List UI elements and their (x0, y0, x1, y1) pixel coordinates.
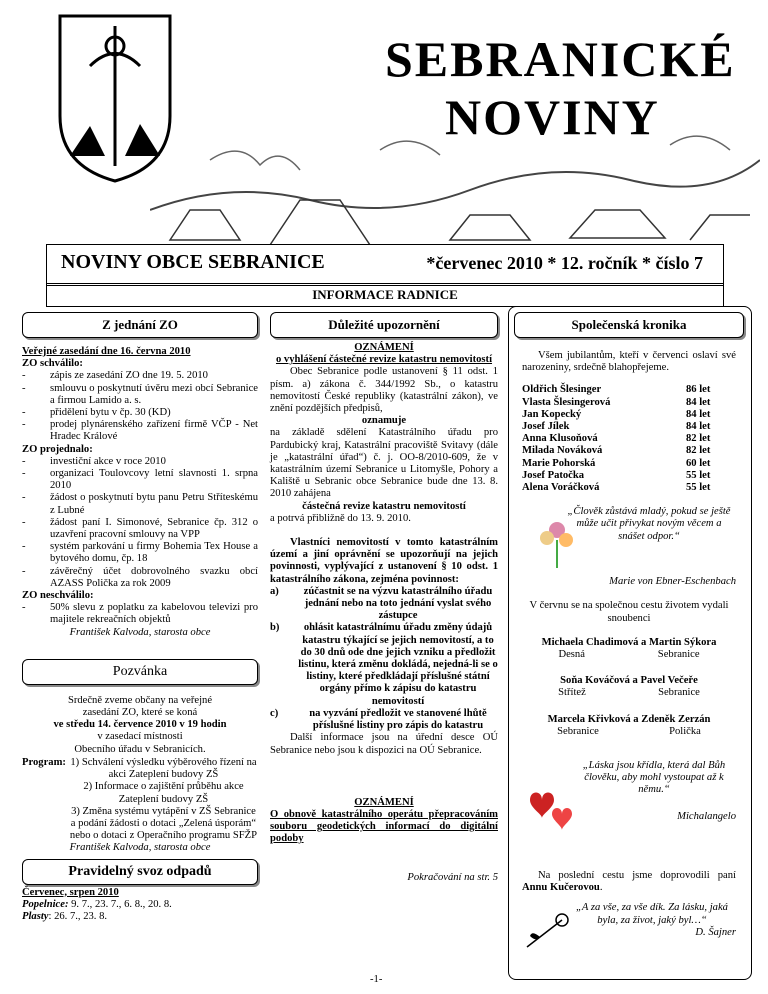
masthead (0, 0, 768, 240)
invite-line: zasedání ZO, které se koná (82, 707, 198, 719)
duty-list (270, 586, 498, 732)
list-item (522, 397, 736, 409)
notice-paragraph: Obec Sebranice podle ustanovení § 11 odst. 1 písm. a) zákona č. 344/1992 Sb., o katastru nemovitostí České republiky (katastrální zákon), ve znění pozdějších předpisů, (270, 366, 498, 415)
duty-key: b) (270, 622, 280, 634)
jubilant-name: Jan Kopecký (522, 408, 582, 420)
waste-period: Červenec, srpen 2010 (22, 886, 119, 898)
invite-heading: Pozvánka (22, 659, 258, 685)
rose-icon (522, 912, 572, 952)
notice-paragraph: a potrvá přibližně do 13. 9. 2010. (270, 512, 411, 524)
notice-subtitle: O obnově katastrálního operátu přepracováním souboru geodetických informací do digitální podoby (270, 808, 498, 845)
place: Sebranice (557, 725, 599, 737)
quote-author: D. Šajner (695, 926, 736, 938)
jubilant-name: Josef Jílek (522, 421, 570, 433)
page-number: -1- (370, 974, 383, 985)
quote-author: Michalangelo (677, 810, 736, 822)
column-heading: Důležité upozornění (270, 312, 498, 338)
place: Polička (669, 725, 701, 737)
list-item (522, 421, 736, 433)
invite-line: Obecního úřadu v Sebranicích. (74, 743, 206, 755)
couple (522, 637, 736, 661)
meeting-date: Veřejné zasedání dne 16. června 2010 (22, 346, 191, 357)
column-chronicle-content (514, 312, 744, 939)
program-label: Program: (22, 756, 66, 768)
notice-subtitle: o vyhlášení částečné revize katastru nemovitostí (275, 354, 493, 366)
quote: „Člověk zůstává mladý, pokud se ještě může učit přivykat novým věcem a snášet odpor.“ (567, 506, 731, 542)
jubilant-name: Anna Klusoňová (522, 433, 598, 445)
list-item: - přidělení bytu v čp. 30 (KD) (22, 407, 258, 419)
duty-key: a) (270, 585, 279, 597)
jubilant-age: 84 let (686, 396, 711, 408)
couple-names: Soňa Kováčová a Pavel Večeře (560, 675, 698, 687)
column-meeting (22, 312, 258, 923)
notice-paragraph: na základě sdělení Katastrálního úřadu pro Pardubický kraj, Katastrální pracoviště Svitavy (dále je „katastrální úřad“) č. j. OO-8/2010-609, že v katastrálním území Sebranice u Litomyšle, Pohory a Kaliště u Sebranic obce Sebranice bude dne 13. 8. 2010 zahájena (270, 427, 498, 500)
invite-line: ve středu 14. července 2010 v 19 hodin (53, 719, 227, 731)
program-item: 2) Informace o zajištění průběhu akce Zateplení budovy ZŠ (83, 781, 244, 805)
jubilant-name: Vlasta Šlesingerová (522, 396, 611, 408)
jubilant-age: 60 let (686, 457, 711, 469)
masthead-subtitle: NOVINY OBCE SEBRANICE (61, 251, 325, 273)
rejected-list (22, 602, 258, 626)
hearts-icon (522, 780, 582, 840)
list-item (522, 470, 736, 482)
list-item: - prodej plynárenského zařízení firmě VČP - Net Hradec Králové (22, 419, 258, 443)
farewell-text: Na poslední cestu jsme doprovodili paní (538, 870, 736, 882)
couple-places (522, 649, 736, 661)
jubilant-list (522, 384, 736, 494)
list-item: - žádost paní I. Simonové, Sebranice čp. 312 o uzavření pracovní smlouvy na VPP (22, 517, 258, 541)
signature: František Kalvoda, starosta obce (69, 626, 211, 638)
list-item (522, 409, 736, 421)
masthead-title-line1: SEBRANICKÉ (385, 31, 736, 87)
duty-text: na vyzvání předložit ve stanovené lhůtě příslušné listiny pro zápis do katastru (309, 707, 487, 732)
waste-heading: Pravidelný svoz odpadů (22, 859, 258, 885)
place: Sebranice (658, 687, 700, 699)
column-heading: Společenská kronika (514, 312, 744, 338)
jubilant-name: Oldřich Šlesinger (522, 384, 602, 396)
list-item: - smlouvu o poskytnutí úvěru mezi obcí Sebranice a firmou Lamido a. s. (22, 383, 258, 407)
program-item: 3) Změna systému vytápění v ZŠ Sebranice a podání žádosti o dotaci „Zelená úsporám“ nebo o dotaci z Operačního programu SFŽP (69, 805, 258, 842)
duty-key: c) (270, 707, 279, 719)
jubilant-age: 55 let (686, 482, 711, 494)
couple-places (522, 687, 736, 699)
notice-oznamuje: oznamuje (361, 415, 407, 427)
couple-names: Michaela Chadimová a Martin Sýkora (541, 636, 717, 648)
waste-popelnice-label: Popelnice: (22, 898, 69, 910)
notice-title: OZNÁMENÍ (354, 796, 414, 808)
column-notice (270, 312, 498, 884)
jubilant-name: Marie Pohorská (522, 457, 596, 469)
jubilant-name: Josef Patočka (522, 469, 585, 481)
issue-info: *červenec 2010 * 12. ročník * číslo 7 (426, 253, 703, 273)
list-item (522, 433, 736, 445)
owners-paragraph: Vlastníci nemovitostí v tomto katastrálním území a jiní oprávnění se upozorňují na jejich povinnosti, vyplývající z ustanovení § 10 odst. 1 katastrálního zákona, zejména povinnost: (270, 537, 498, 585)
list-item: - systém parkování u firmy Bohemia Tex House a bytového domu, čp. 18 (22, 541, 258, 565)
quote: „Láska jsou křídla, která dal Bůh člověku, aby mohl vystoupat až k němu.“ (582, 760, 726, 796)
notice-title: OZNÁMENÍ (354, 342, 414, 353)
more-info: Další informace jsou na úřední desce OÚ Sebranice nebo jsou k dispozici na OÚ Sebranice. (270, 732, 498, 756)
couple-places (522, 726, 736, 738)
masthead-title-line2: NOVINY (445, 89, 660, 145)
waste-plasty-label: Plasty (22, 910, 49, 922)
jubilant-age: 82 let (686, 433, 711, 445)
invite-line: v zasedací místnosti (97, 731, 183, 743)
wedding-paragraph: V červnu se na společnou cestu životem vydali snoubenci (529, 600, 729, 624)
quote: „A za vše, za vše dík. Za lásku, jaká byla, za život, jaký byl…“ (576, 902, 728, 926)
jubilant-name: Milada Nováková (522, 445, 603, 457)
invite-signature: František Kalvoda, starosta obce (69, 842, 211, 854)
list-item (522, 445, 736, 457)
list-item (270, 622, 498, 707)
flower-icon (532, 510, 582, 570)
jubilant-age: 86 let (686, 384, 711, 396)
jubilant-age: 82 let (686, 445, 711, 457)
jubilant-age: 55 let (686, 469, 711, 481)
program-item: 1) Schválení výsledku výběrového řízení na akci Zateplení budovy ZŠ (70, 756, 257, 781)
list-item: - zápis ze zasedání ZO dne 19. 5. 2010 (22, 370, 258, 382)
notice-paragraph: částečná revize katastru nemovitostí (302, 500, 466, 512)
place: Sebranice (657, 649, 700, 661)
list-item (270, 708, 498, 732)
list-item (522, 482, 736, 494)
approved-list (22, 370, 258, 443)
jubilant-name: Alena Voráčková (522, 482, 600, 494)
farewell-paragraph: Na poslední cestu jsme doprovodili paní Annu Kučerovou. (522, 870, 736, 894)
couple-names: Marcela Křivková a Zdeněk Zerzán (547, 713, 711, 725)
quote-author: Marie von Ebner-Eschenbach (609, 576, 736, 588)
list-item: - žádost o poskytnutí bytu panu Petru Stříteskému z Lubné (22, 492, 258, 516)
list-item (270, 586, 498, 623)
farewell-name: Annu Kučerovou (522, 882, 600, 894)
discussed-title: ZO projednalo: (22, 443, 93, 455)
jubilant-age: 84 let (686, 421, 711, 433)
discussed-list (22, 456, 258, 590)
couple (522, 675, 736, 699)
column-heading: Z jednání ZO (22, 312, 258, 338)
list-item: - závěrečný účet dobrovolného svazku obcí AZASS Polička za rok 2009 (22, 566, 258, 590)
section-bar: INFORMACE RADNICE (46, 283, 724, 307)
list-item: - 50% slevu z poplatku za kabelovou televizi pro majitele rekreačních objektů (22, 602, 258, 626)
list-item: - investiční akce v roce 2010 (22, 456, 258, 468)
list-item: - organizaci Toulovcovy letní slavnosti 1. srpna 2010 (22, 468, 258, 492)
rejected-title: ZO neschválilo: (22, 590, 94, 602)
approved-title: ZO schválilo: (22, 358, 83, 370)
list-item (522, 384, 736, 396)
continued-note: Pokračování na str. 5 (407, 871, 498, 883)
jubilee-paragraph: Všem jubilantům, kteří v červenci oslaví své narozeniny, srdečně blahopřejeme. (522, 350, 736, 374)
waste-popelnice: 9. 7., 23. 7., 6. 8., 20. 8. (68, 898, 172, 910)
jubilant-age: 84 let (686, 408, 711, 420)
place: Desná (558, 649, 585, 661)
list-item (522, 458, 736, 470)
duty-text: ohlásit katastrálnímu úřadu změny údajů katastru týkající se jejich nemovitostí, a to do 30 dnů ode dne jejich vzniku a předložit listinu, která změnu dokládá, nejedná-li se o listiny, které předkládají příslušné státní orgány přímo k zápisu do katastru nemovitostí (298, 622, 498, 707)
invite-line: Srdečně zveme občany na veřejné (67, 694, 213, 706)
place: Střítež (558, 687, 586, 699)
waste-plasty: : 26. 7., 23. 8. (48, 910, 108, 922)
duty-text: zúčastnit se na výzvu katastrálního úřadu jednání nebo na toto jednání vyslat svého zástupce (303, 585, 493, 622)
masthead-subtitle-bar (46, 244, 724, 286)
couple (522, 714, 736, 738)
